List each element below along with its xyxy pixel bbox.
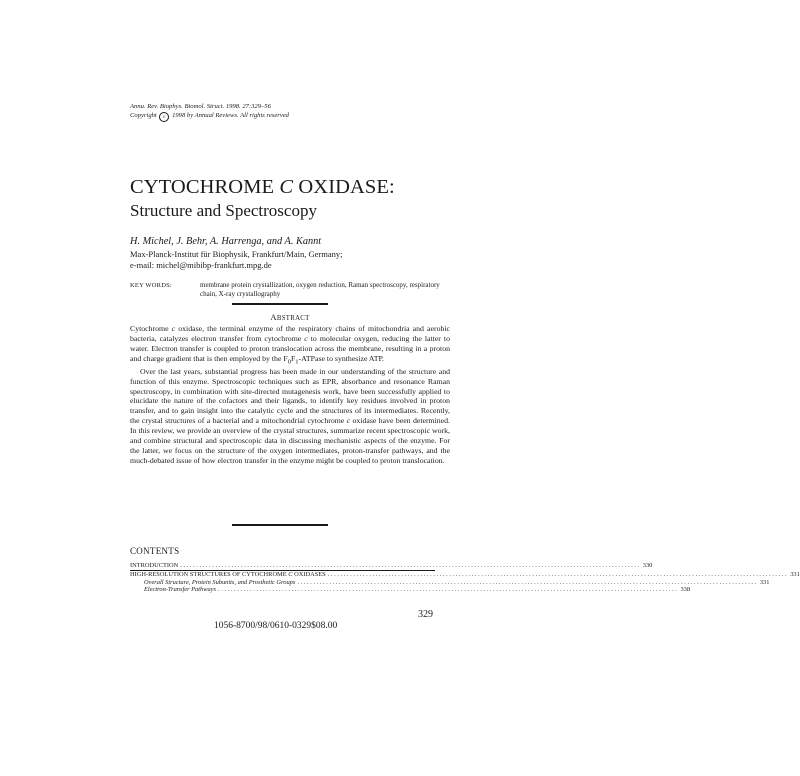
- author-list: H. Michel, J. Behr, A. Harrenga, and A. Kannt: [130, 236, 322, 247]
- contents-heading: CONTENTS: [130, 546, 180, 556]
- abstract-body: [130, 324, 450, 465]
- issn-line: 1056-8700/98/0610-0329$08.00: [214, 621, 338, 631]
- copyright-line: Copyright c 1998 by Annual Reviews. All rights reserved: [130, 112, 289, 120]
- toc-entry-high-resolution-structures[interactable]: HIGH-RESOLUTION STRUCTURES OF CYTOCHROME C OXIDASES ................................................................................................................................................ 331: [130, 571, 800, 578]
- abstract-heading: ABSTRACT: [270, 312, 310, 322]
- affiliation: Max-Planck-Institut für Biophysik, Frankfurt/Main, Germany;: [130, 249, 343, 259]
- keywords-text: membrane protein crystallization, oxygen reduction, Raman spectroscopy, respiratory chain, X-ray crystallography: [200, 281, 440, 298]
- toc-entry-electron-transfer[interactable]: Electron-Transfer Pathways ................................................................................................................................................ 338: [144, 586, 691, 593]
- toc-entry-introduction[interactable]: INTRODUCTION ................................................................................................................................................ 330: [130, 562, 653, 569]
- journal-citation: Annu. Rev. Biophys. Biomol. Struct. 1998. 27:329–56: [130, 103, 271, 110]
- abstract-top-rule: [232, 303, 328, 305]
- article-title: CYTOCHROME C OXIDASE:: [130, 176, 395, 198]
- abstract-bottom-rule: [232, 524, 328, 526]
- contents-divider: [130, 570, 435, 571]
- article-subtitle: Structure and Spectroscopy: [130, 201, 317, 220]
- author-email: e-mail: michel@mibibp-frankfurt.mpg.de: [130, 260, 272, 270]
- abstract-paragraph-2: Over the last years, substantial progress has been made in our understanding of the structure and function of this enzyme. Spectroscopic techniques such as EPR, absorbance and resonance Raman spectroscopy, in combination with site-directed mutagenesis work, have been successfully applied to elucidate the nature of the cofactors and their ligands, to identify key residues involved in proton transfer, and to gain insight into the catalytic cycle and the structures of its intermediates. Recently, the crystal structures of a bacterial and a mitochondrial cytochrome c oxidase have been determined. In this review, we provide an overview of the crystal structures, summarize recent spectroscopic work, and combine structural and spectroscopic data in discussing mechanistic aspects of the enzyme. For the latter, we focus on the structure of the oxygen intermediates, proton-transfer pathways, and the much-debated issue of how electron transfer in the enzyme might be coupled to proton translocation.: [130, 366, 450, 465]
- table-of-contents: [130, 561, 800, 593]
- keywords-label: KEY WORDS:: [130, 282, 172, 289]
- page-number: 329: [418, 609, 433, 620]
- toc-entry-overall-structure[interactable]: Overall Structure, Protein Subunits, and Prosthetic Groups ................................................................................................................................................ 331: [144, 579, 770, 586]
- abstract-paragraph-1: Cytochrome c oxidase, the terminal enzyme of the respiratory chains of mitochondria and aerobic bacteria, catalyzes electron transfer from cytochrome c to molecular oxygen, reducing the latter to water. Electron transfer is coupled to proton translocation across the membrane, resulting in a proton and charge gradient that is then employed by the $F_0F_1$-ATPase to synthesize ATP.: [130, 324, 450, 366]
- copyright-symbol-icon: c: [159, 112, 169, 122]
